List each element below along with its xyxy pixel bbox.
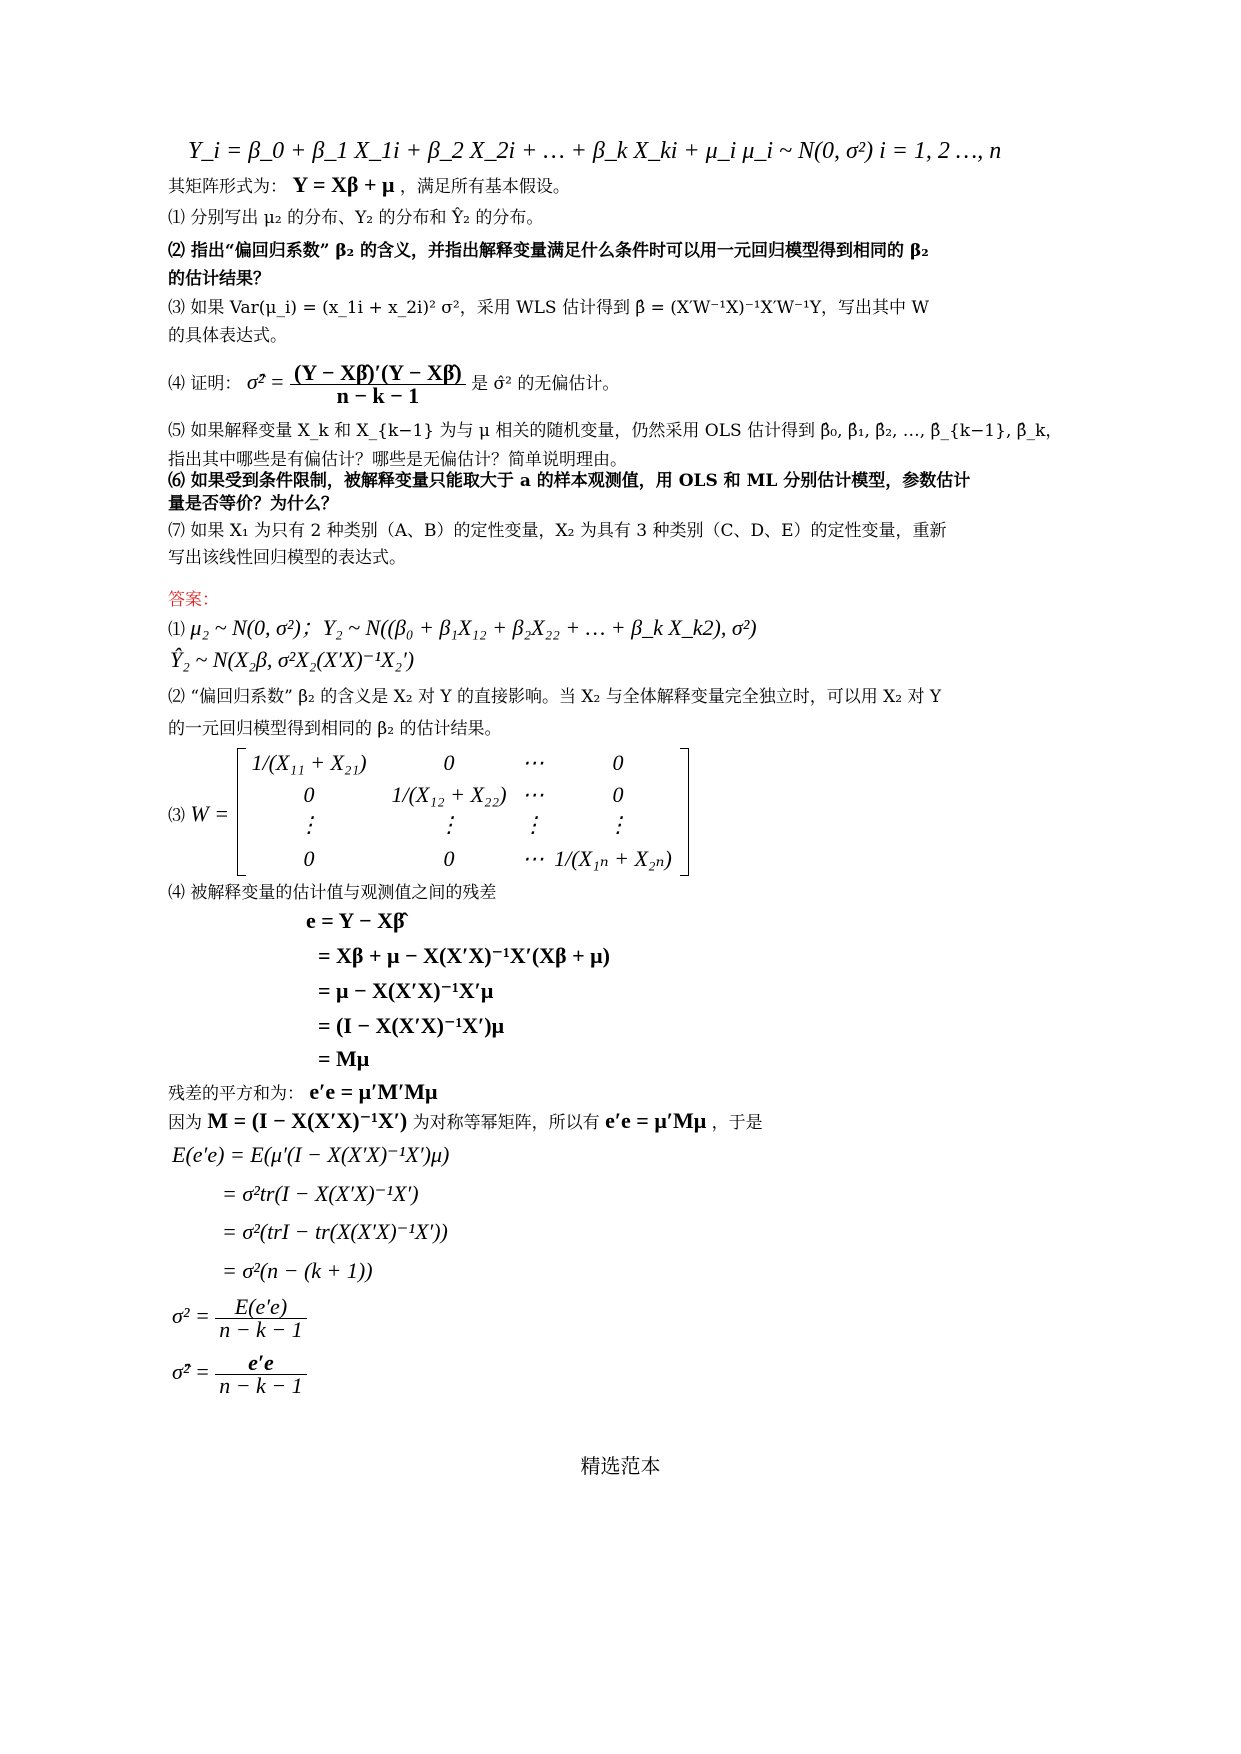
residual-sum-prefix: 残差的平方和为： xyxy=(168,1084,304,1104)
fraction-denominator: n − k − 1 xyxy=(336,383,420,408)
matrix-cell: 0 xyxy=(612,750,624,775)
question-number: ⑸ xyxy=(168,421,185,441)
residual-step-3: = μ − X(X′X)⁻¹X′μ xyxy=(318,978,494,1003)
answer-4-intro: 被解释变量的估计值与观测值之间的残差 xyxy=(190,883,497,903)
because-suffix: ，于是 xyxy=(711,1113,763,1133)
question-5-cont: 指出其中哪些是有偏估计？哪些是无偏估计？简单说明理由。 xyxy=(168,450,627,470)
because-prefix: 因为 xyxy=(168,1113,202,1133)
fraction-denominator: n − k − 1 xyxy=(219,1373,303,1398)
expectation-step-2: = σ²tr(I − X(X′X)⁻¹X′) xyxy=(222,1181,419,1206)
question-number: ⑵ xyxy=(168,241,185,261)
answer-number: ⑷ xyxy=(168,883,185,903)
expectation-step-1: E(e′e) = E(μ′(I − X(X′X)⁻¹X′)μ) xyxy=(172,1142,450,1167)
question-text: 如果受到条件限制，被解释变量只能取大于 a 的样本观测值，用 OLS 和 ML 分别估计模型，参数估计 xyxy=(190,471,971,491)
question-number: ⑶ xyxy=(168,298,185,318)
sigma-hat-formula xyxy=(172,1352,307,1397)
matrix-cell: ⋯ xyxy=(522,846,544,871)
question-text: 证明： xyxy=(190,374,242,394)
answer-2-line-2: 的一元回归模型得到相同的 β₂ 的估计结果。 xyxy=(168,719,502,739)
residual-sum-expr: e′e = μ′M′Mμ xyxy=(309,1079,438,1104)
question-number: ⑺ xyxy=(168,521,185,541)
answer-2 xyxy=(168,686,941,708)
weight-matrix-lhs: W = xyxy=(190,801,230,826)
matrix-form-suffix: ，满足所有基本假设。 xyxy=(399,177,570,197)
answer-number: ⑴ xyxy=(168,620,185,640)
question-text: 如果 Var(μ_i) = (x_1i + x_2i)² σ²，采用 WLS 估计得到 β̂ = (X′W⁻¹X)⁻¹X′W⁻¹Y，写出其中 W xyxy=(190,298,929,318)
sigma-squared-formula xyxy=(172,1296,307,1341)
question-number: ⑹ xyxy=(168,471,185,491)
residual-step-2: = Xβ + μ − X(X′X)⁻¹X′(Xβ + μ) xyxy=(318,943,610,968)
residual-step-5: = Mμ xyxy=(318,1046,370,1071)
because-mid: 为对称等幂矩阵，所以有 xyxy=(412,1113,600,1133)
matrix-cell: ⋮ xyxy=(298,812,320,837)
matrix-cell: ⋮ xyxy=(522,812,544,837)
matrix-cell: 1/(X₁₁ + X₂₁) xyxy=(251,750,367,775)
answer-3 xyxy=(168,803,229,827)
matrix-cell: 0 xyxy=(303,782,315,807)
answer-number: ⑵ xyxy=(168,687,185,707)
question-text: 如果 X₁ 为只有 2 种类别（A、B）的定性变量，X₂ 为具有 3 种类别（C、D、E）的定性变量，重新 xyxy=(190,521,947,541)
matrix-cell: ⋮ xyxy=(438,812,460,837)
residual-step-4: = (I − X(X′X)⁻¹X′)μ xyxy=(318,1013,505,1038)
answer-2-line-1: “偏回归系数” β₂ 的含义是 X₂ 对 Y 的直接影响。当 X₂ 与全体解释变量完全独立时，可以用 X₂ 对 Y xyxy=(190,687,942,707)
matrix-cell: 1/(X₁₂ + X₂₂) xyxy=(391,782,507,807)
fraction-numerator: e′e xyxy=(215,1352,306,1375)
weight-matrix xyxy=(237,748,689,876)
answer-4 xyxy=(168,882,496,904)
answer-number: ⑶ xyxy=(168,806,185,826)
answer-1-line-2: Ŷ₂ ~ N(X₂β, σ²X₂(X′X)⁻¹X₂′) xyxy=(170,647,415,672)
question-text: 分别写出 μ₂ 的分布、Y₂ 的分布和 Ŷ₂ 的分布。 xyxy=(190,208,544,228)
sigma-hat-lhs: σ̂² = xyxy=(172,1359,210,1384)
answer-1 xyxy=(168,617,757,641)
expectation-step-4: = σ²(n − (k + 1)) xyxy=(222,1258,373,1283)
matrix-cell: 0 xyxy=(443,846,455,871)
sigma-lhs: σ² = xyxy=(172,1303,210,1328)
sigma-hat-fraction xyxy=(215,1352,306,1397)
question-6-cont: 量是否等价？为什么？ xyxy=(168,494,338,514)
question-1 xyxy=(168,207,543,229)
question-2-cont: 的估计结果？ xyxy=(168,269,270,289)
question-3-cont: 的具体表达式。 xyxy=(168,326,287,346)
matrix-cell: ⋮ xyxy=(607,812,629,837)
matrix-cell: 1/(X₁ₙ + X₂ₙ) xyxy=(554,846,672,871)
residual-sum-line xyxy=(168,1081,438,1105)
sigma-hat-lhs: σ̂² = xyxy=(246,369,285,394)
question-text: 如果解释变量 X_k 和 X_{k−1} 为与 μ 相关的随机变量，仍然采用 OLS 估计得到 β̂₀, β̂₁, β̂₂, …, β̂_{k−1}, β̂_k， xyxy=(190,421,1063,441)
question-5 xyxy=(168,420,1062,442)
q4-fraction xyxy=(290,362,466,407)
question-3 xyxy=(168,297,929,319)
because-expr-2: e′e = μ′Mμ xyxy=(605,1108,707,1133)
fraction-numerator: E(e′e) xyxy=(215,1296,306,1319)
because-expr: M = (I − X(X′X)⁻¹X′) xyxy=(207,1108,408,1133)
because-line xyxy=(168,1110,763,1134)
matrix-cell: ⋯ xyxy=(522,782,544,807)
answer-1-line-1: μ₂ ~ N(0, σ²)；Y₂ ~ N((β₀ + β₁X₁₂ + β₂X₂₂ + … + β_k X_k2), σ²) xyxy=(190,615,757,640)
matrix-form-line xyxy=(168,174,570,198)
matrix-form-prefix: 其矩阵形式为： xyxy=(168,177,287,197)
matrix-cell: 0 xyxy=(612,782,624,807)
question-number: ⑴ xyxy=(168,208,185,228)
matrix-cell: ⋯ xyxy=(522,750,544,775)
matrix-cell: 0 xyxy=(303,846,315,871)
residual-step-1: e = Y − Xβ̂ xyxy=(306,908,405,933)
answer-heading: 答案： xyxy=(168,590,219,610)
question-7-cont: 写出该线性回归模型的表达式。 xyxy=(168,548,406,568)
question-4 xyxy=(168,362,619,407)
answer-1-line-2-row xyxy=(170,649,414,673)
fraction-numerator: (Y − Xβ̂)′(Y − Xβ̂) xyxy=(290,362,466,385)
fraction-denominator: n − k − 1 xyxy=(219,1317,303,1342)
expectation-step-3: = σ²(trI − tr(X(X′X)⁻¹X′)) xyxy=(222,1219,448,1244)
matrix-form-expr: Y = Xβ + μ xyxy=(292,172,395,197)
question-number: ⑷ xyxy=(168,374,185,394)
question-7 xyxy=(168,520,947,542)
model-equation: Y_i = β_0 + β_1 X_1i + β_2 X_2i + … + β_k X_ki + μ_i μ_i ~ N(0, σ²) i = 1, 2 …, n xyxy=(188,138,1002,164)
question-2 xyxy=(168,240,929,262)
question-text: 指出“偏回归系数” β₂ 的含义，并指出解释变量满足什么条件时可以用一元回归模型得到相同的 β₂ xyxy=(190,241,929,261)
matrix-cell: 0 xyxy=(443,750,455,775)
page-footer: 精选范本 xyxy=(580,1454,661,1478)
question-text-suffix: 是 σ̂² 的无偏估计。 xyxy=(471,374,620,394)
question-6 xyxy=(168,470,970,492)
sigma-fraction xyxy=(215,1296,306,1341)
